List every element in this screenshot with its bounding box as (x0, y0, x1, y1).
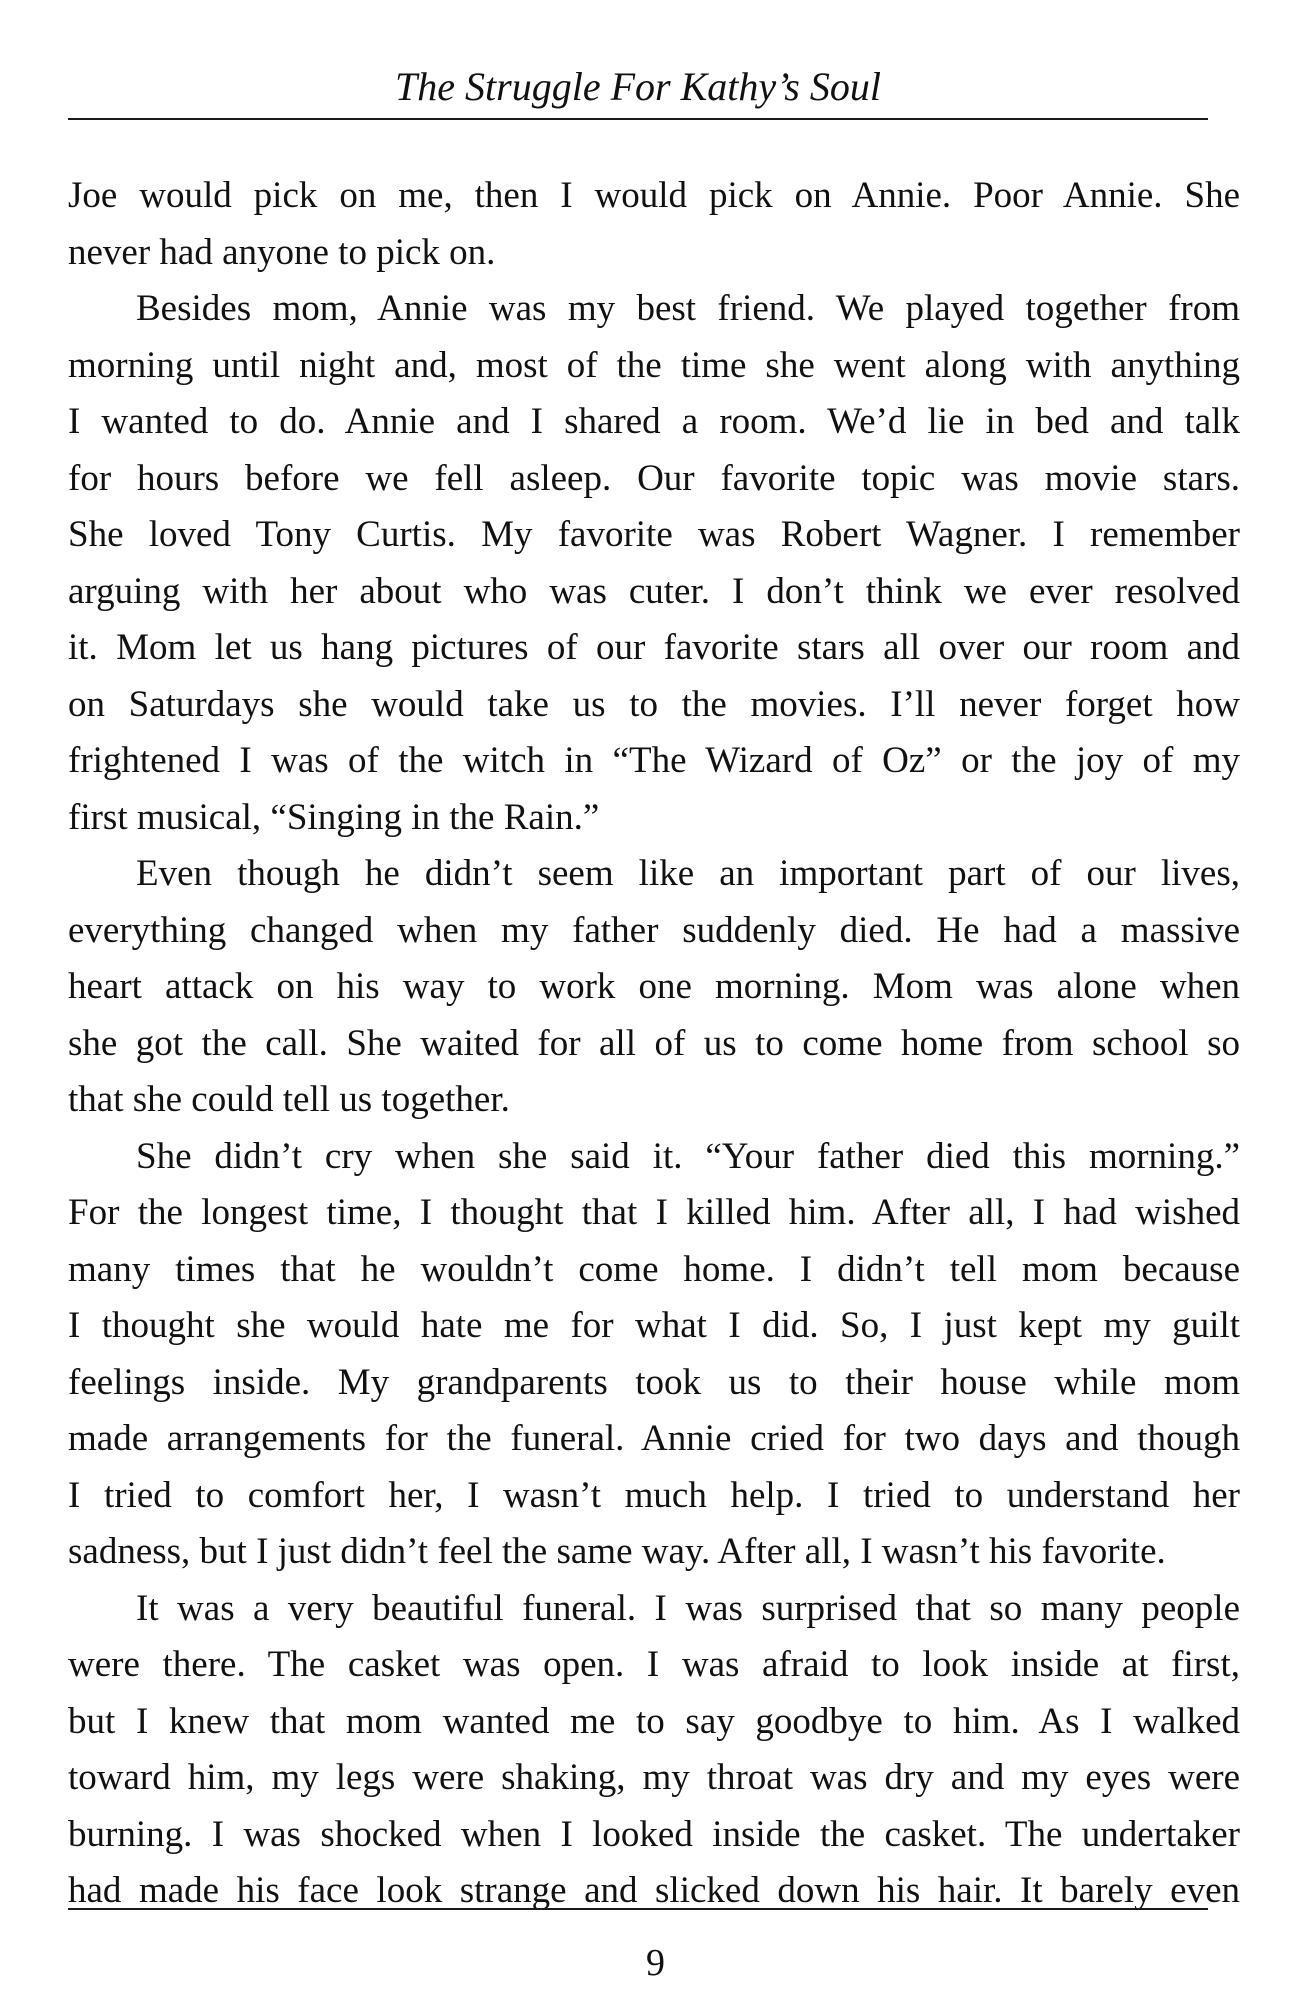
text-line: everything changed when my father suddenly died. He had a massive (68, 909, 1240, 951)
text-line: burning. I was shocked when I looked inside the casket. The undertaker (68, 1813, 1240, 1855)
text-line: Besides mom, Annie was my best friend. We played together from (136, 288, 1240, 329)
text-line: It was a very beautiful funeral. I was surprised that so many people (136, 1587, 1240, 1629)
text-line: but I knew that mom wanted me to say goodbye to him. As I walked (68, 1700, 1240, 1742)
page-number: 9 (646, 1942, 665, 1984)
text-line: it. Mom let us hang pictures of our favorite stars all over our room and (68, 627, 1240, 668)
text-line: had made his face look strange and slicked down his hair. It barely even (68, 1870, 1240, 1911)
text-line: she got the call. She waited for all of us to come home from school so (68, 1022, 1240, 1064)
text-line: that she could tell us together. (68, 1079, 510, 1120)
text-line: many times that he wouldn’t come home. I didn’t tell mom because (68, 1248, 1240, 1290)
text-line: Even though he didn’t seem like an important part of our lives, (136, 853, 1240, 894)
text-line: sadness, but I just didn’t feel the same way. After all, I wasn’t his favorite. (68, 1531, 1166, 1572)
text-line: I tried to comfort her, I wasn’t much help. I tried to understand her (68, 1474, 1240, 1516)
text-line: never had anyone to pick on. (68, 231, 496, 273)
text-line: Joe would pick on me, then I would pick on Annie. Poor Annie. She (68, 175, 1240, 216)
text-line: toward him, my legs were shaking, my throat was dry and my eyes were (68, 1757, 1240, 1798)
text-line: For the longest time, I thought that I killed him. After all, I had wished (68, 1192, 1240, 1233)
text-line: heart attack on his way to work one morning. Mom was alone when (68, 966, 1240, 1007)
text-line: I wanted to do. Annie and I shared a room. We’d lie in bed and talk (68, 401, 1240, 442)
text-line: for hours before we fell asleep. Our favorite topic was movie stars. (68, 457, 1240, 499)
text-line: She loved Tony Curtis. My favorite was Robert Wagner. I remember (68, 514, 1240, 555)
running-head-title: The Struggle For Kathy’s Soul (395, 64, 881, 109)
text-line: arguing with her about who was cuter. I don’t think we ever resolved (68, 570, 1240, 612)
header-rule (68, 118, 1208, 120)
text-line: I thought she would hate me for what I did. So, I just kept my guilt (68, 1305, 1240, 1346)
text-line: morning until night and, most of the time she went along with anything (68, 344, 1240, 386)
text-line: first musical, “Singing in the Rain.” (68, 796, 600, 838)
footer-rule (68, 1908, 1208, 1910)
body-text (68, 168, 1240, 1920)
text-line: frightened I was of the witch in “The Wizard of Oz” or the joy of my (68, 740, 1240, 781)
text-line: on Saturdays she would take us to the movies. I’ll never forget how (68, 683, 1240, 725)
text-line: made arrangements for the funeral. Annie cried for two days and though (68, 1418, 1240, 1459)
text-line: She didn’t cry when she said it. “Your father died this morning.” (136, 1135, 1240, 1177)
text-line: feelings inside. My grandparents took us to their house while mom (68, 1361, 1240, 1403)
text-line: were there. The casket was open. I was afraid to look inside at first, (68, 1644, 1240, 1685)
